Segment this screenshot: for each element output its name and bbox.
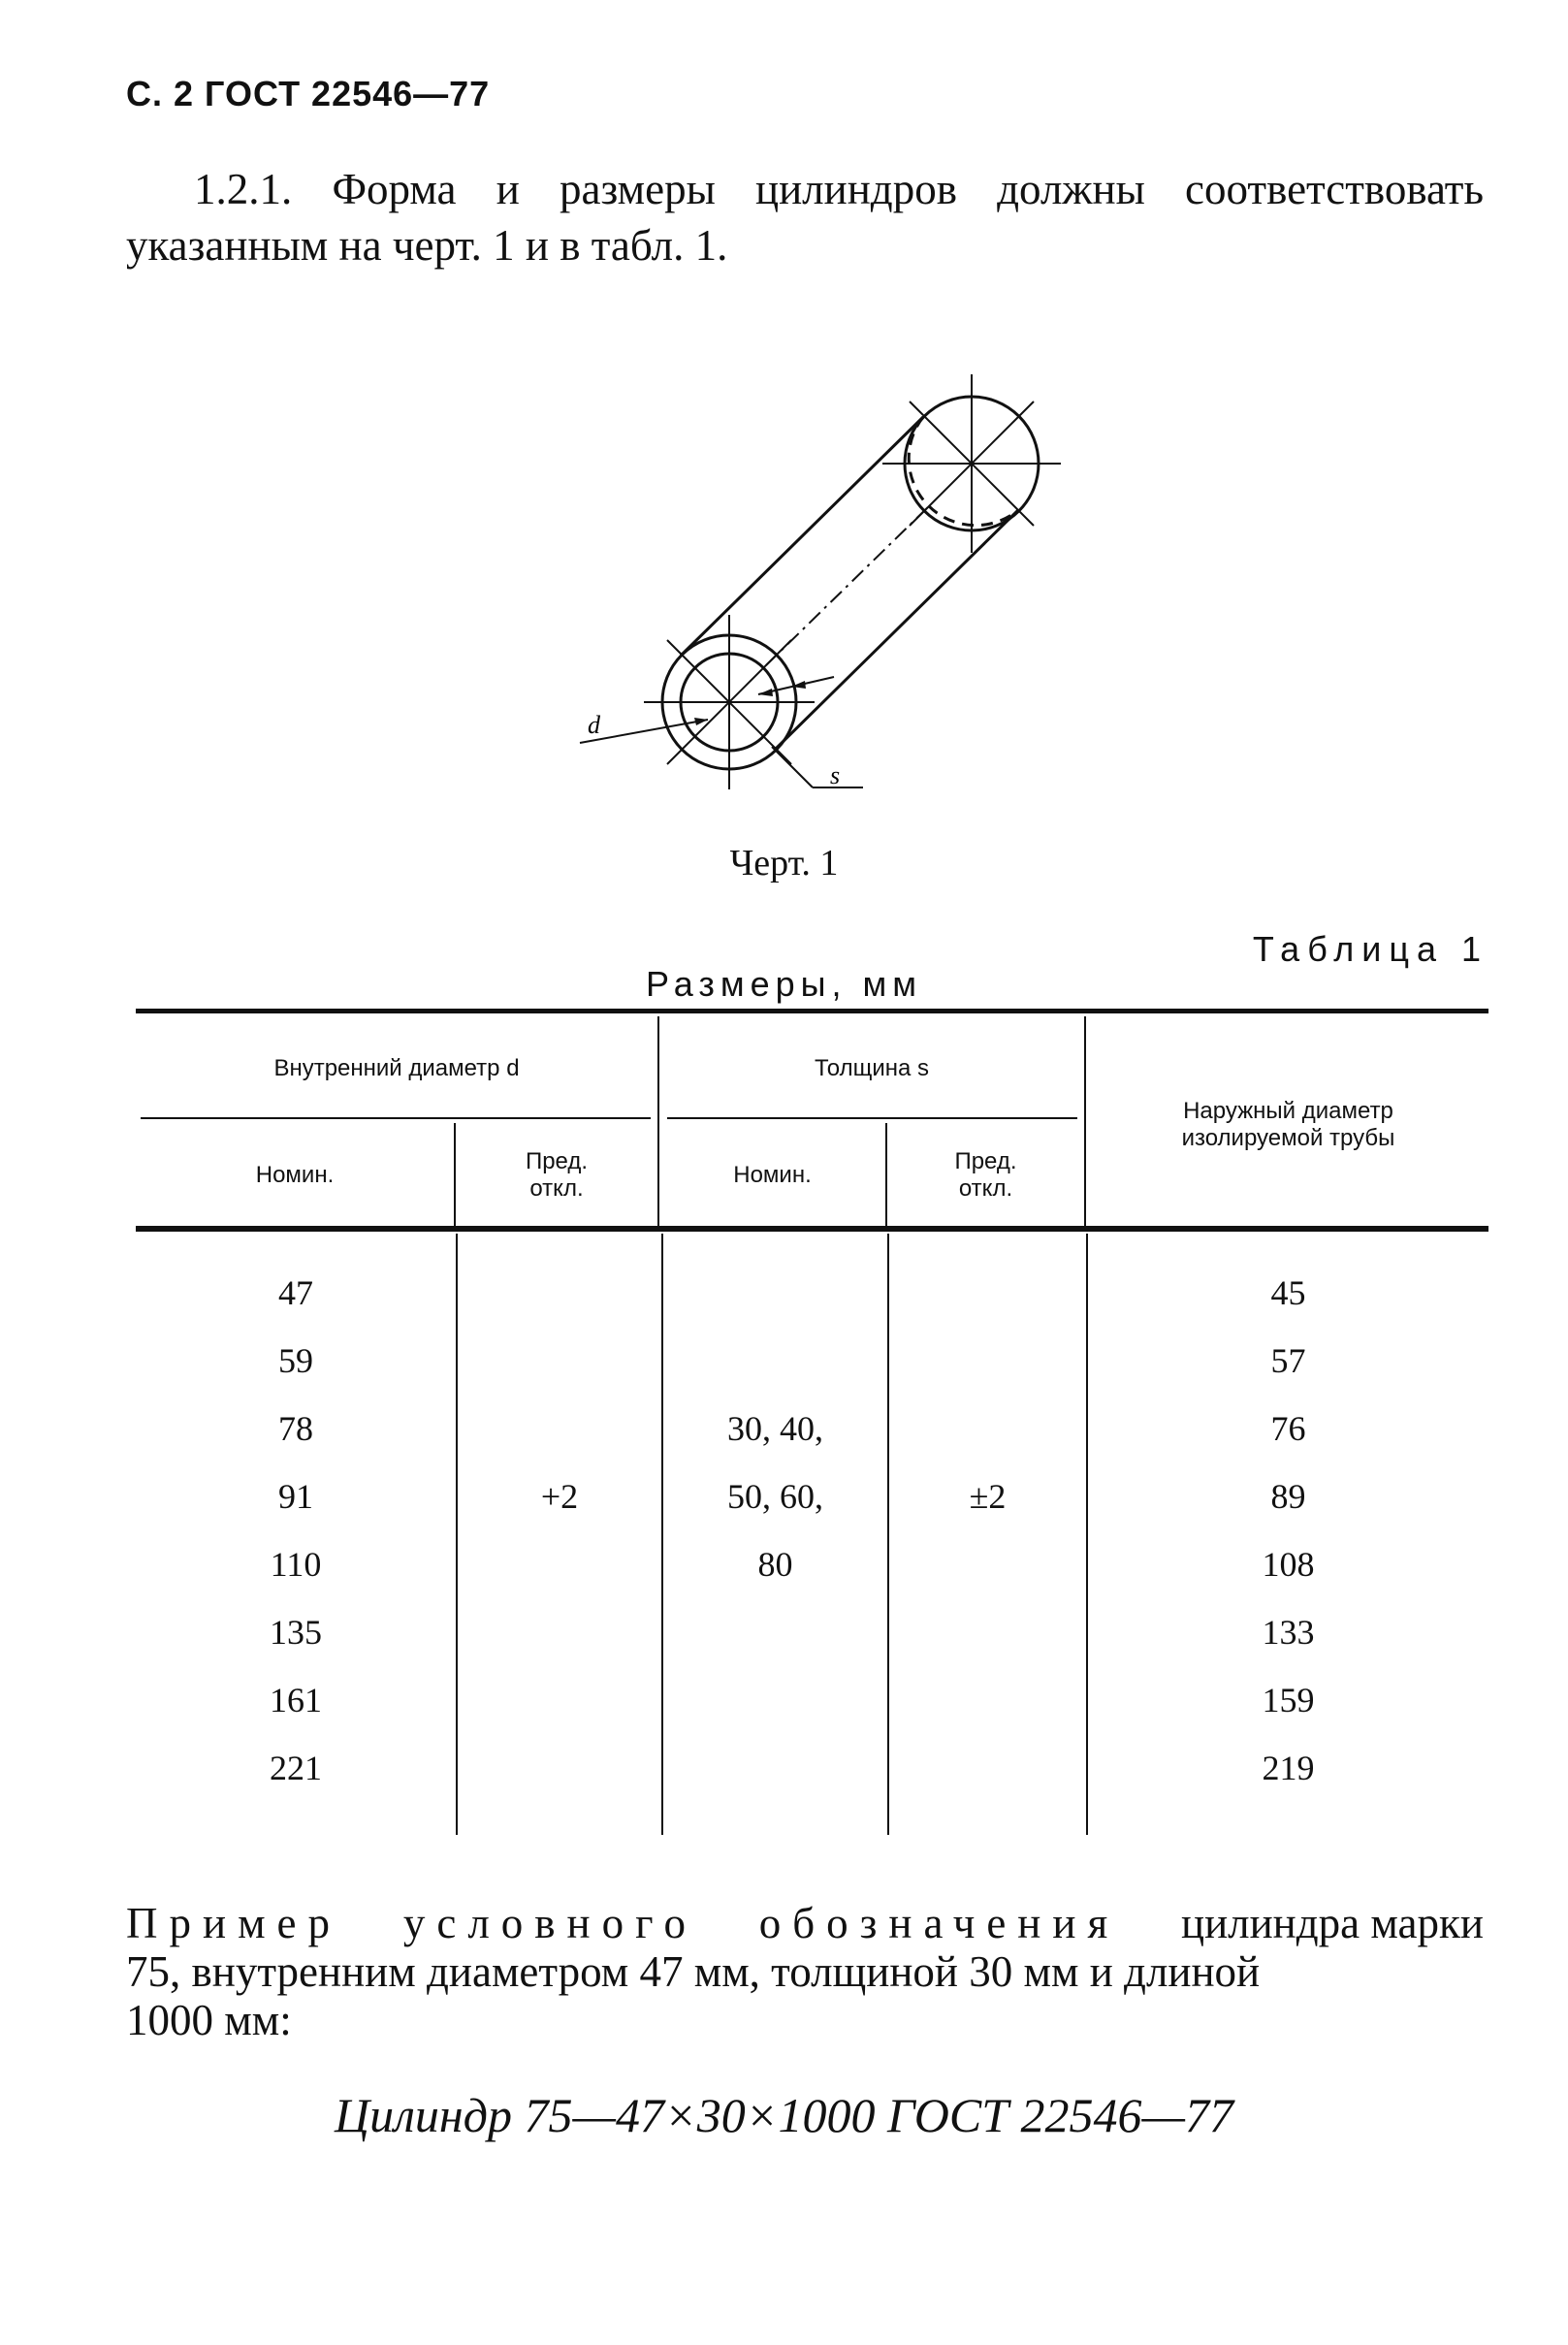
header-thickness-deviation-line2: откл. xyxy=(958,1175,1013,1202)
header-thickness: Толщина s xyxy=(814,1055,930,1081)
tube-edge-top xyxy=(681,417,923,656)
vline-1-body xyxy=(456,1234,458,1835)
designation-example: Цилиндр 75—47×30×1000 ГОСТ 22546—77 xyxy=(335,2088,1233,2142)
tube-edge-bottom xyxy=(776,510,1018,749)
drawing-1 xyxy=(543,369,1086,815)
header-outer-diameter xyxy=(1088,1098,1488,1152)
dimensions-table xyxy=(136,1009,1488,1852)
table-cell: 45 xyxy=(1270,1273,1306,1312)
table-cell: 50, 60, xyxy=(727,1477,823,1516)
table-cell: 133 xyxy=(1262,1613,1315,1652)
spaced-word-3: обозначения xyxy=(758,1899,1120,1947)
paragraph-2-line-2: 75, внутренним диаметром 47 мм, толщиной 30 мм и длиной xyxy=(126,1947,1261,1996)
paragraph-1-text: 1.2.1. Форма и размеры цилиндров должны соответствовать указанным на черт. 1 и в табл. 1. xyxy=(126,165,1484,270)
spaced-word-1: Пример xyxy=(126,1899,342,1947)
header-subrule-left xyxy=(141,1117,651,1119)
header-inner-nominal: Номин. xyxy=(255,1162,335,1188)
header-thickness-deviation-line1: Пред. xyxy=(954,1148,1017,1174)
header-bottom-rule xyxy=(136,1226,1488,1232)
table-cell: 76 xyxy=(1270,1409,1306,1448)
header-inner-deviation xyxy=(456,1148,657,1203)
table-cell: 91 xyxy=(278,1477,313,1516)
line-1-rest: цилиндра марки xyxy=(1180,1899,1484,1947)
table-cell: 110 xyxy=(270,1545,322,1584)
arrow-s-1 xyxy=(758,689,773,696)
table-cell: 59 xyxy=(278,1341,313,1380)
table-cell: 57 xyxy=(1270,1341,1306,1380)
table-cell: 30, 40, xyxy=(727,1409,823,1448)
table-cell: 47 xyxy=(278,1273,313,1312)
table-cell: 80 xyxy=(757,1545,793,1584)
paragraph-1 xyxy=(126,161,1484,273)
thickness-deviation-cell: ±2 xyxy=(969,1477,1007,1516)
header-thickness-nominal: Номин. xyxy=(733,1162,812,1188)
table-cell: 89 xyxy=(1270,1477,1306,1516)
outer-diameter-column xyxy=(1088,1259,1488,1802)
table-cell: 135 xyxy=(270,1613,322,1652)
inner-nominal-column xyxy=(136,1259,456,1802)
table-cell: 161 xyxy=(270,1681,322,1719)
leader-s xyxy=(772,747,813,787)
table-cell: 78 xyxy=(278,1409,313,1448)
paragraph-2-line-3: 1000 мм: xyxy=(126,1996,292,2044)
cylinder-drawing xyxy=(543,369,1086,815)
spaced-word-2: условного xyxy=(402,1899,697,1947)
header-inner-diameter: Внутренний диаметр d xyxy=(273,1055,520,1081)
vline-3-body xyxy=(887,1234,889,1835)
table-cell: 221 xyxy=(270,1749,322,1787)
table-title: Таблица 1 xyxy=(1252,929,1488,969)
table-cell: 159 xyxy=(1262,1681,1315,1719)
thickness-nominal-column xyxy=(663,1395,887,1598)
header-inner-deviation-line1: Пред. xyxy=(525,1148,589,1174)
header-outer-diameter-line2: изолируемой трубы xyxy=(1181,1125,1395,1151)
vline-2-header xyxy=(657,1016,659,1226)
inner-deviation-cell: +2 xyxy=(540,1477,579,1516)
paragraph-2 xyxy=(126,1899,1484,2044)
header-subrule-mid xyxy=(667,1117,1077,1119)
paragraph-2-line-1 xyxy=(126,1899,1484,1947)
table-cell: 108 xyxy=(1262,1545,1315,1584)
figure-caption: Черт. 1 xyxy=(729,843,839,883)
table-top-rule xyxy=(136,1009,1488,1013)
header-thickness-deviation xyxy=(887,1148,1084,1203)
page-header: С. 2 ГОСТ 22546—77 xyxy=(126,74,491,113)
table-cell: 219 xyxy=(1262,1749,1315,1787)
header-outer-diameter-line1: Наружный диаметр xyxy=(1183,1098,1393,1124)
vline-4-header xyxy=(1084,1016,1086,1226)
header-inner-deviation-line2: откл. xyxy=(529,1175,584,1202)
table-units: Размеры, мм xyxy=(645,964,923,1004)
label-s: s xyxy=(830,761,841,789)
label-d: d xyxy=(588,711,600,739)
